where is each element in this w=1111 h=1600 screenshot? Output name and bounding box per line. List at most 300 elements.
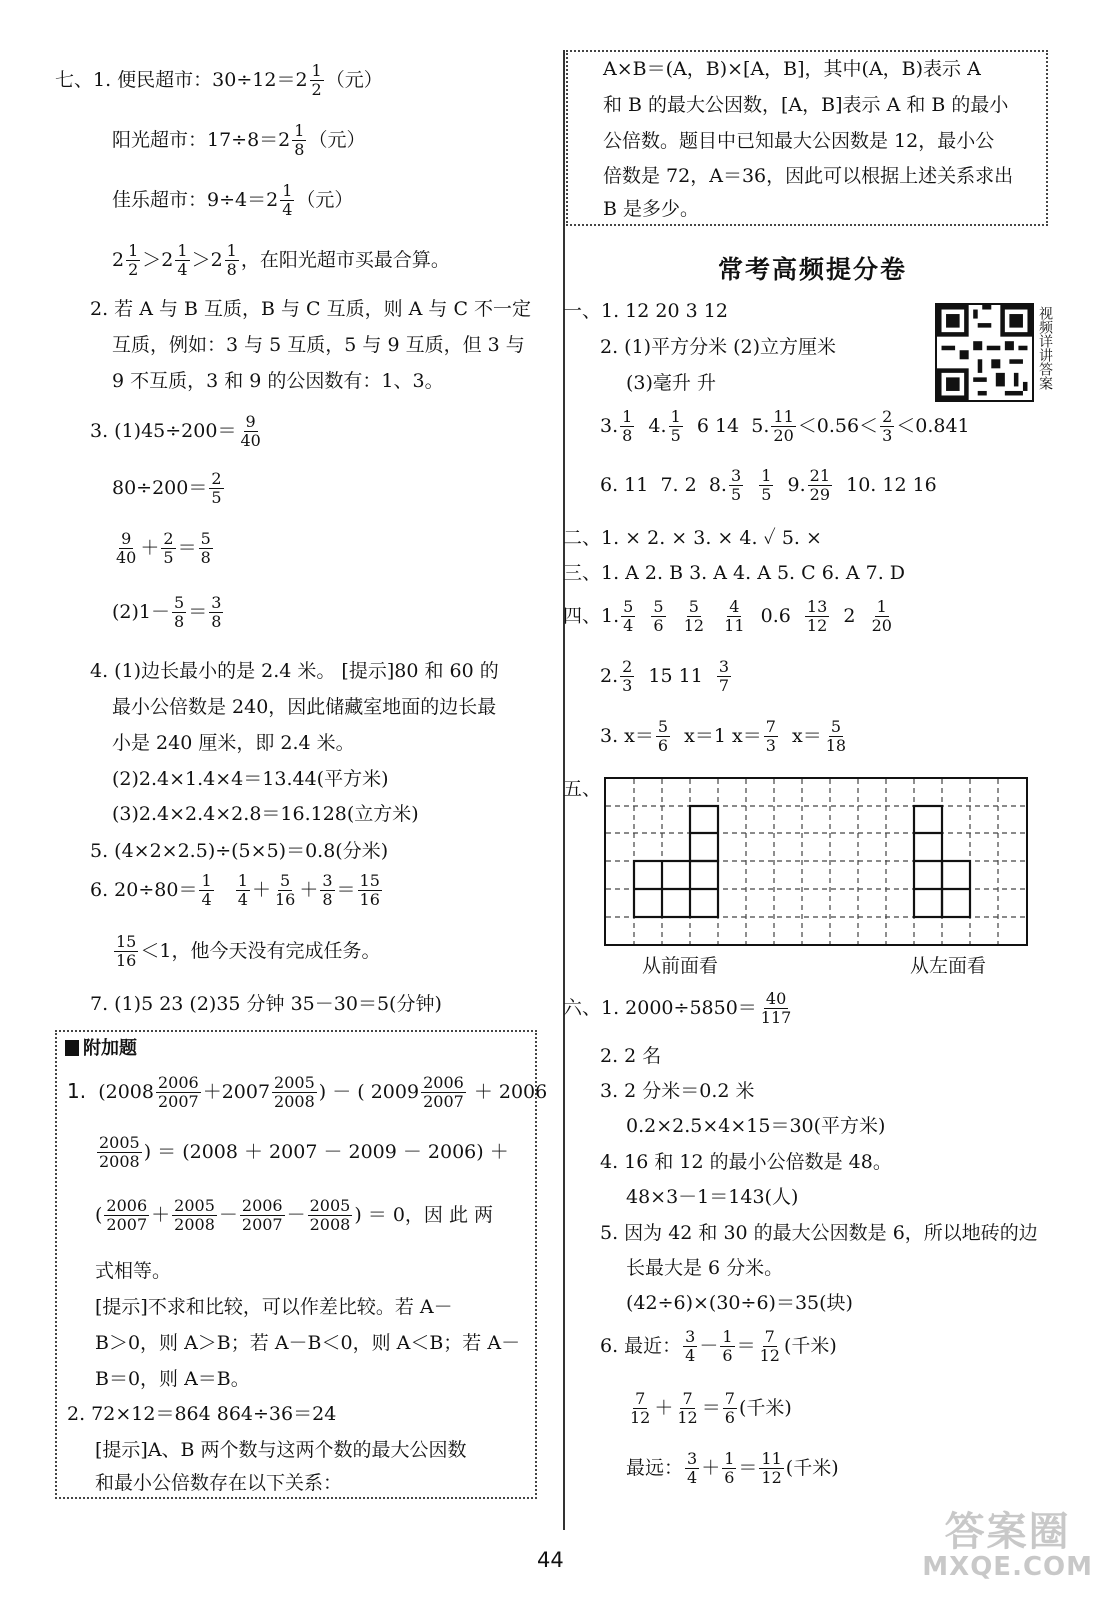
text: （元） (308, 128, 366, 151)
denominator: 20 (773, 426, 794, 446)
operator: ＝ (701, 1396, 721, 1419)
q7-1-line-1 (55, 62, 383, 100)
bonus-q1-line-1 (67, 1074, 547, 1112)
q7-2-line-3: 9 不互质，3 和 9 的公因数有：1、3。 (112, 370, 444, 392)
numerator: 1 (282, 181, 293, 200)
text: ( (95, 1203, 103, 1226)
text: 3. x＝ (600, 724, 654, 747)
box-line-1: A×B＝(A，B)×[A，B]，其中(A，B)表示 A (603, 58, 981, 80)
s4-q3 (600, 718, 850, 756)
text: ＞2 (142, 248, 174, 271)
operator: ＋ (151, 1203, 171, 1226)
bonus-title (65, 1038, 137, 1060)
s6-q3-line-2: 0.2×2.5×4×15＝30(平方米) (626, 1115, 886, 1137)
bonus-q1-line-4: 式相等。 (95, 1260, 172, 1282)
fraction (771, 408, 795, 446)
page-number: 44 (537, 1548, 564, 1572)
denominator: 6 (722, 1346, 733, 1366)
operator: ＝ (188, 600, 208, 623)
denominator: 12 (759, 1346, 780, 1366)
box-line-2: 和 B 的最大公因数，[A，B]表示 A 和 B 的最小 (603, 94, 1009, 116)
text: 6. 最近： (600, 1334, 682, 1357)
fraction (759, 467, 773, 505)
fraction (240, 1197, 285, 1235)
q7-7-line: 7. (1)5 23 (2)35 分钟 35－30＝5(分钟) (90, 993, 442, 1015)
text: (2)1－ (112, 600, 171, 623)
s6-q2: 2. 2 名 (600, 1045, 662, 1067)
text: ＋2007 (202, 1080, 271, 1103)
text: 6 14 (696, 414, 740, 437)
denominator: 7 (718, 676, 730, 696)
numerator: 2005 (174, 1196, 215, 1215)
text: 四、1. (563, 604, 620, 627)
denominator: 8 (226, 260, 237, 280)
numerator: 1 (876, 597, 887, 616)
denominator: 8 (294, 140, 305, 160)
fraction (126, 242, 140, 280)
text: (千米) (785, 1456, 839, 1479)
q7-3-line-2 (112, 470, 226, 508)
denominator: 12 (761, 1468, 782, 1488)
denominator: 6 (724, 1468, 735, 1488)
denominator: 2008 (274, 1092, 315, 1112)
numerator: 2005 (309, 1196, 351, 1215)
q7-4-line-5: (3)2.4×2.4×2.8＝16.128(立方米) (112, 803, 419, 825)
s3-line: 三、1. A 2. B 3. A 4. A 5. C 6. A 7. D (563, 562, 906, 584)
fraction (280, 182, 294, 220)
denominator: 16 (116, 951, 137, 971)
fraction (720, 1328, 734, 1366)
q7-2-line-1: 2. 若 A 与 B 互质，B 与 C 互质，则 A 与 C 不一定 (90, 298, 532, 320)
bonus-q2-hint-2: 和最小公倍数存在以下关系： (95, 1472, 343, 1494)
s6-q4-line-2: 48×3－1＝143(人) (626, 1186, 799, 1208)
denominator: 12 (677, 1408, 698, 1428)
s1-q6-q10 (600, 467, 937, 505)
fraction (238, 413, 262, 451)
denominator: 12 (806, 616, 828, 636)
text: 2. (600, 664, 619, 687)
operator: ＝ (738, 1456, 758, 1479)
numerator: 11 (773, 407, 794, 426)
text: 6. 20÷80＝ (90, 878, 198, 901)
text: ＋ 2006 (467, 1080, 548, 1103)
fraction (717, 658, 731, 696)
operator: － (286, 1203, 306, 1226)
denominator: 3 (882, 426, 893, 446)
denominator: 6 (653, 616, 664, 636)
q7-4-line-1: 4. (1)边长最小的是 2.4 米。 [提示]80 和 60 的 (90, 660, 499, 682)
numerator: 3 (685, 1327, 696, 1346)
section-title: 常考高频提分卷 (718, 255, 908, 284)
denominator: 6 (724, 1408, 735, 1428)
denominator: 4 (687, 1468, 698, 1488)
box-line-5: B 是多少。 (603, 198, 700, 220)
numerator: 7 (724, 1389, 735, 1408)
denominator: 4 (282, 200, 293, 220)
s2-line: 二、1. × 2. × 3. × 4. ✓ 5. × (563, 527, 822, 549)
bonus-q1-hint-2: B＞0，则 A＞B；若 A－B＜0，则 A＜B；若 A－ (95, 1332, 521, 1354)
text: 0.6 (760, 604, 791, 627)
numerator: 7 (764, 1327, 775, 1346)
denominator: 8 (211, 612, 222, 632)
numerator: 1 (226, 241, 237, 260)
denominator: 5 (163, 548, 174, 568)
numerator: 1 (237, 871, 248, 890)
operator: ＝ (736, 1334, 756, 1357)
text: 七、1. 便民超市：30÷12＝2 (55, 68, 308, 91)
denominator: 117 (760, 1008, 792, 1028)
numerator: 13 (806, 597, 828, 616)
fraction (320, 872, 334, 910)
fraction (104, 1197, 149, 1235)
s5-label: 五、 (563, 778, 602, 800)
s1-q2-line-1: 2. (1)平方分米 (2)立方厘米 (600, 336, 837, 358)
numerator: 2006 (241, 1196, 283, 1215)
text: 10. 12 16 (846, 473, 937, 496)
fraction (97, 1134, 142, 1172)
denominator: 2007 (157, 1092, 199, 1112)
bonus-q2-hint-1: [提示]A、B 两个数与这两个数的最大公因数 (95, 1439, 467, 1461)
view-grid (604, 777, 1028, 946)
bonus-q1-hint-1: [提示]不求和比较，可以作差比较。若 A－ (95, 1296, 453, 1318)
operator: ＝ (336, 878, 356, 901)
text: (千米) (783, 1334, 837, 1357)
operator: ＋ (299, 878, 319, 901)
numerator: 1 (294, 121, 305, 140)
fraction (621, 598, 635, 636)
fraction (685, 1450, 699, 1488)
numerator: 1 (670, 407, 681, 426)
numerator: 4 (729, 597, 740, 616)
numerator: 1 (722, 1327, 733, 1346)
numerator: 3 (718, 657, 730, 676)
numerator: 1 (622, 407, 633, 426)
denominator: 3 (622, 676, 633, 696)
text: 5. (751, 414, 770, 437)
fraction (683, 1328, 697, 1366)
fraction (172, 594, 186, 632)
bookmark-icon (65, 1040, 79, 1056)
s6-q5-line-2: 长最大是 6 分米。 (626, 1257, 784, 1279)
bonus-box (55, 1030, 548, 1499)
denominator: 5 (670, 426, 681, 446)
text: 9. (787, 473, 806, 496)
text: ，在阳光超市买最合算。 (240, 248, 450, 271)
fraction (172, 1197, 217, 1235)
fraction (808, 467, 832, 505)
bonus-q1-line-3 (95, 1197, 493, 1235)
text: ) ＝ (2008 ＋ 2007 － 2009 － 2006) ＋ (143, 1140, 509, 1163)
s6-q6-line-1 (600, 1328, 837, 1366)
s4-q2 (600, 658, 733, 696)
denominator: 2007 (106, 1215, 148, 1235)
text: 佳乐超市：9÷4＝2 (112, 188, 279, 211)
fraction (421, 1074, 466, 1112)
text: ＞2 (191, 248, 223, 271)
text: x＝ (792, 724, 822, 747)
fraction (225, 242, 239, 280)
fraction (870, 598, 894, 636)
s1-q3-q5 (600, 408, 970, 446)
denominator: 4 (177, 260, 188, 280)
q7-3-line-1 (90, 413, 265, 451)
operator: ＝ (177, 536, 197, 559)
numerator: 3 (322, 871, 333, 890)
s1-q1: 一、1. 12 20 3 12 (563, 300, 728, 322)
q7-6-line-2 (112, 933, 380, 971)
fraction (209, 470, 223, 508)
numerator: 5 (688, 597, 699, 616)
question-number: 1. (67, 1078, 87, 1103)
fraction (273, 872, 297, 910)
fraction (199, 872, 213, 910)
numerator: 7 (635, 1389, 646, 1408)
numerator: 9 (245, 412, 256, 431)
text: 六、1. 2000÷5850＝ (563, 996, 757, 1019)
text: 8. (708, 473, 727, 496)
numerator: 5 (280, 871, 291, 890)
qr-caption: 视频详讲答案 (1037, 306, 1053, 390)
fraction (236, 872, 250, 910)
denominator: 6 (657, 736, 669, 756)
operator: ＋ (654, 1396, 674, 1419)
fraction (805, 598, 829, 636)
fraction (161, 530, 175, 568)
fraction (310, 62, 324, 100)
s1-q2-line-2: (3)毫升 升 (626, 372, 716, 394)
denominator: 8 (622, 426, 633, 446)
fraction (651, 598, 665, 636)
watermark (922, 1509, 1093, 1582)
fraction (114, 530, 138, 568)
text: (2008 (98, 1080, 154, 1103)
numerator: 1 (177, 241, 188, 260)
denominator: 29 (809, 485, 831, 505)
numerator: 9 (121, 529, 132, 548)
fraction (272, 1074, 317, 1112)
q7-1-line-2 (112, 122, 365, 160)
numerator: 15 (359, 871, 380, 890)
denominator: 2008 (309, 1215, 351, 1235)
fraction (156, 1074, 201, 1112)
text: ＜0.841 (896, 414, 970, 437)
denominator: 4 (623, 616, 634, 636)
q7-3-line-3 (112, 530, 215, 568)
fraction (175, 242, 189, 280)
operator: － (699, 1334, 719, 1357)
fraction (764, 718, 778, 756)
numerator: 40 (765, 989, 787, 1008)
fraction (880, 408, 894, 446)
denominator: 40 (116, 548, 137, 568)
qr-code-graphic (937, 305, 1032, 400)
denominator: 8 (322, 890, 333, 910)
box-line-3: 公倍数。题目中已知最大公因数是 12，最小公 (603, 130, 995, 152)
numerator: 3 (687, 1449, 698, 1468)
denominator: 8 (200, 548, 211, 568)
s6-q5-line-3: (42÷6)×(30÷6)＝35(块) (626, 1292, 853, 1314)
numerator: 1 (761, 466, 772, 485)
numerator: 5 (174, 593, 185, 612)
bonus-title-text: 附加题 (83, 1038, 137, 1059)
denominator: 40 (240, 431, 261, 451)
numerator: 1 (201, 871, 212, 890)
denominator: 5 (761, 485, 772, 505)
s6-q3-line-1: 3. 2 分米＝0.2 米 (600, 1080, 755, 1102)
fraction (358, 872, 382, 910)
numerator: 11 (761, 1449, 782, 1468)
q7-5-line: 5. (4×2×2.5)÷(5×5)＝0.8(分米) (90, 840, 389, 862)
text: 阳光超市：17÷8＝2 (112, 128, 291, 151)
q7-3-line-4 (112, 594, 225, 632)
fraction (722, 598, 746, 636)
numerator: 7 (682, 1389, 693, 1408)
text: 7. 2 (660, 473, 697, 496)
watermark-logo-text: 答案圈 (944, 1509, 1071, 1555)
numerator: 5 (657, 717, 669, 736)
text: （元） (325, 68, 383, 91)
text: x＝1 x＝ (684, 724, 762, 747)
operator: ＋ (251, 878, 271, 901)
text: 3. (1)45÷200＝ (90, 419, 237, 442)
q7-4-line-4: (2)2.4×1.4×4＝13.44(平方米) (112, 768, 389, 790)
numerator: 5 (623, 597, 634, 616)
numerator: 5 (830, 717, 841, 736)
numerator: 1 (311, 61, 322, 80)
fraction (209, 594, 223, 632)
numerator: 2 (622, 657, 633, 676)
denominator: 2 (311, 80, 322, 100)
watermark-url: MXQE.COM (922, 1552, 1093, 1582)
fraction (824, 718, 848, 756)
denominator: 12 (630, 1408, 651, 1428)
text: 6. 11 (600, 473, 649, 496)
denominator: 12 (683, 616, 705, 636)
fraction (620, 408, 634, 446)
bonus-q1-hint-3: B＝0，则 A＝B。 (95, 1368, 250, 1390)
numerator: 21 (809, 466, 831, 485)
qr-code-icon[interactable] (935, 303, 1034, 402)
denominator: 2008 (174, 1215, 215, 1235)
denominator: 16 (274, 890, 296, 910)
text: ＜1，他今天没有完成任务。 (140, 939, 381, 962)
q7-6-line-1 (90, 872, 384, 910)
text: 4. (648, 414, 667, 437)
caption-front-view: 从前面看 (642, 955, 719, 977)
numerator: 2005 (274, 1073, 315, 1092)
fraction (114, 933, 138, 971)
s4-q1 (563, 598, 896, 636)
s6-q6-line-2 (626, 1390, 792, 1428)
numerator: 2 (211, 469, 222, 488)
denominator: 11 (724, 616, 745, 636)
box-line-4: 倍数是 72，A＝36，因此可以根据上述关系求出 (603, 165, 1014, 187)
fraction (669, 408, 683, 446)
denominator: 2 (128, 260, 139, 280)
numerator: 7 (765, 717, 776, 736)
numerator: 5 (200, 529, 211, 548)
numerator: 1 (724, 1449, 735, 1468)
denominator: 4 (201, 890, 212, 910)
s6-q1 (563, 990, 795, 1028)
text: (千米) (738, 1396, 792, 1419)
fraction (722, 1450, 736, 1488)
fraction (308, 1197, 353, 1235)
numerator: 5 (653, 597, 664, 616)
operator: ＋ (701, 1456, 721, 1479)
fraction (759, 1450, 783, 1488)
numerator: 15 (116, 932, 137, 951)
text: ) － ( 2009 (318, 1080, 420, 1103)
q7-1-line-4 (112, 242, 450, 280)
text: 80÷200＝ (112, 476, 208, 499)
denominator: 8 (174, 612, 185, 632)
text: 2 (112, 248, 125, 271)
numerator: 3 (211, 593, 222, 612)
text: 最远： (626, 1456, 684, 1479)
numerator: 2005 (99, 1133, 140, 1152)
numerator: 2006 (157, 1073, 199, 1092)
fraction (675, 1390, 699, 1428)
denominator: 4 (237, 890, 248, 910)
fraction (682, 598, 706, 636)
fraction (292, 122, 306, 160)
denominator: 5 (730, 485, 742, 505)
fraction (628, 1390, 652, 1428)
numerator: 2006 (423, 1073, 464, 1092)
s6-q6-line-3 (626, 1450, 839, 1488)
text: 2 (843, 604, 856, 627)
text: 15 11 (648, 664, 703, 687)
fraction (723, 1390, 737, 1428)
fraction (758, 1328, 782, 1366)
numerator: 2006 (106, 1196, 148, 1215)
fraction (759, 990, 794, 1028)
fraction (729, 467, 743, 505)
denominator: 2008 (99, 1152, 140, 1172)
fraction (620, 658, 634, 696)
fraction (656, 718, 670, 756)
denominator: 5 (211, 488, 222, 508)
numerator: 3 (730, 466, 742, 485)
numerator: 1 (128, 241, 139, 260)
denominator: 18 (825, 736, 847, 756)
q7-1-line-3 (112, 182, 353, 220)
denominator: 20 (871, 616, 892, 636)
grid-drawing (606, 779, 1026, 944)
denominator: 2007 (241, 1215, 283, 1235)
numerator: 2 (882, 407, 893, 426)
text: ) ＝ 0，因 此 两 (354, 1203, 494, 1226)
denominator: 3 (765, 736, 776, 756)
denominator: 16 (359, 890, 380, 910)
text: ＜0.56＜ (797, 414, 879, 437)
operator: ＋ (140, 536, 160, 559)
fraction (199, 530, 213, 568)
numerator: 2 (163, 529, 174, 548)
bonus-q2-line-1: 2. 72×12＝864 864÷36＝24 (67, 1403, 337, 1425)
caption-left-view: 从左面看 (910, 955, 987, 977)
bonus-q1-line-2 (95, 1134, 509, 1172)
text: （元） (296, 188, 354, 211)
q7-4-line-3: 小是 240 厘米，即 2.4 米。 (112, 732, 355, 754)
hint-continuation-box (566, 50, 1048, 226)
s6-q5-line-1: 5. 因为 42 和 30 的最大公因数是 6，所以地砖的边 (600, 1222, 1038, 1244)
s6-q4-line-1: 4. 16 和 12 的最小公倍数是 48。 (600, 1151, 892, 1173)
q7-2-line-2: 互质，例如：3 与 5 互质，5 与 9 互质，但 3 与 (112, 334, 525, 356)
denominator: 4 (685, 1346, 696, 1366)
text: 3. (600, 414, 619, 437)
